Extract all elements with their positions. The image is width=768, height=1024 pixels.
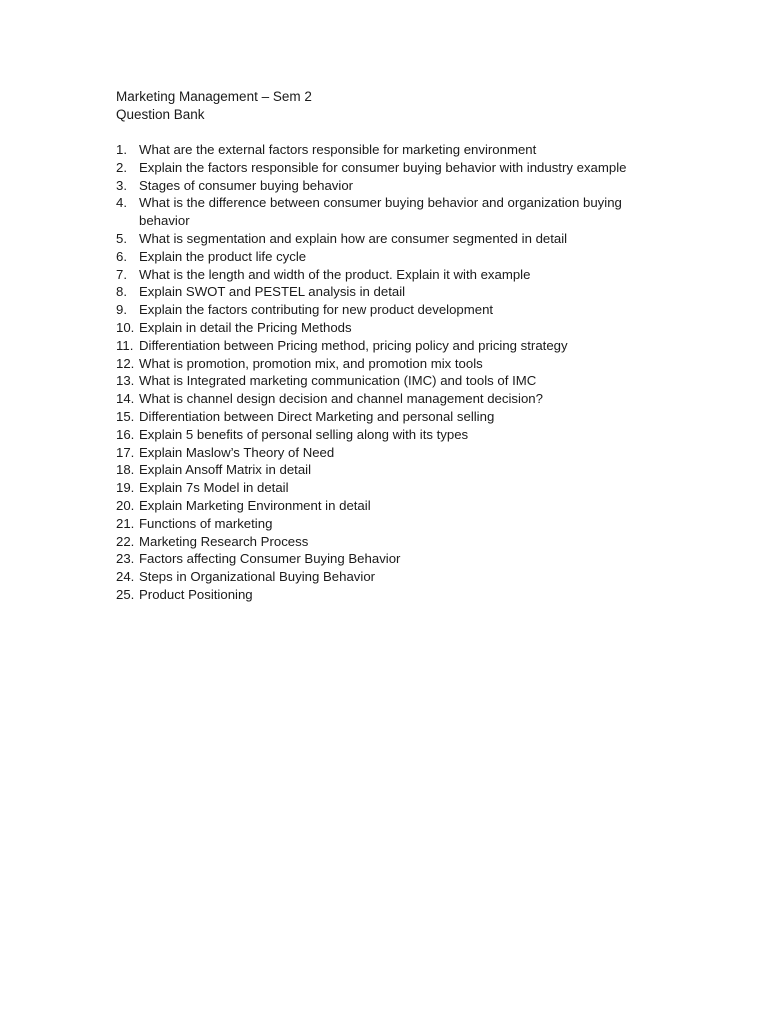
- question-number: 21.: [116, 515, 135, 531]
- question-text: Explain 5 benefits of personal selling along with its types: [139, 426, 469, 442]
- question-item: [116, 266, 676, 284]
- question-text: Differentiation between Direct Marketing and personal selling: [139, 408, 495, 424]
- question-text: Steps in Organizational Buying Behavior: [139, 569, 376, 585]
- question-text: Explain Ansoff Matrix in detail: [139, 462, 312, 478]
- question-text: Differentiation between Pricing method, pricing policy and pricing strategy: [139, 337, 568, 353]
- question-item: [116, 177, 676, 195]
- question-item: [116, 426, 676, 444]
- question-number: 9.: [116, 302, 127, 318]
- question-item: [116, 301, 676, 319]
- question-item: [116, 533, 676, 551]
- question-number: 24.: [116, 569, 135, 585]
- question-number: 25.: [116, 586, 135, 602]
- question-number: 6.: [116, 248, 127, 264]
- question-text: Explain Maslow’s Theory of Need: [139, 444, 335, 460]
- question-text: Explain the factors responsible for consumer buying behavior with industry example: [139, 159, 627, 175]
- question-item: [116, 159, 676, 177]
- question-number: 3.: [116, 177, 127, 193]
- question-number: 14.: [116, 391, 135, 407]
- question-text: What is segmentation and explain how are consumer segmented in detail: [139, 230, 568, 246]
- question-number: 16.: [116, 426, 135, 442]
- question-text: What is Integrated marketing communication (IMC) and tools of IMC: [139, 373, 537, 389]
- question-text: Factors affecting Consumer Buying Behavior: [139, 551, 401, 567]
- question-item: [116, 515, 676, 533]
- question-item: [116, 390, 676, 408]
- question-item: [116, 568, 676, 586]
- question-text: Explain the product life cycle: [139, 248, 307, 264]
- question-number: 12.: [116, 355, 135, 371]
- question-number: 18.: [116, 462, 135, 478]
- question-text: Explain in detail the Pricing Methods: [139, 319, 352, 335]
- question-list: [116, 141, 676, 604]
- question-number: 2.: [116, 159, 127, 175]
- question-text: What are the external factors responsible for marketing environment: [139, 142, 537, 157]
- question-item: [116, 337, 676, 355]
- question-number: 10.: [116, 319, 135, 335]
- question-item: [116, 461, 676, 479]
- question-item: [116, 479, 676, 497]
- question-item: [116, 586, 676, 604]
- question-item: [116, 497, 676, 515]
- question-item: [116, 550, 676, 568]
- document-header: [116, 88, 312, 123]
- question-number: 11.: [116, 337, 134, 353]
- question-item: [116, 248, 676, 266]
- question-item: [116, 372, 676, 390]
- question-item: [116, 141, 676, 159]
- question-item: [116, 444, 676, 462]
- question-item: [116, 319, 676, 337]
- question-number: 7.: [116, 266, 127, 282]
- question-number: 20.: [116, 497, 135, 513]
- document-title: Marketing Management – Sem 2: [116, 89, 312, 104]
- question-item: [116, 408, 676, 426]
- question-number: 22.: [116, 533, 135, 549]
- question-text: What is the difference between consumer buying behavior and organization buying behavior: [139, 195, 622, 229]
- question-text: Functions of marketing: [139, 515, 273, 531]
- question-text: Explain SWOT and PESTEL analysis in detail: [139, 284, 406, 300]
- question-text: Product Positioning: [139, 586, 253, 602]
- question-number: 23.: [116, 551, 135, 567]
- question-number: 1.: [116, 142, 127, 157]
- question-item: [116, 230, 676, 248]
- question-text: Marketing Research Process: [139, 533, 309, 549]
- question-text: What is the length and width of the product. Explain it with example: [139, 266, 531, 282]
- question-number: 4.: [116, 195, 127, 211]
- question-number: 15.: [116, 408, 135, 424]
- question-text: What is promotion, promotion mix, and promotion mix tools: [139, 355, 483, 371]
- question-number: 13.: [116, 373, 135, 389]
- question-text: Stages of consumer buying behavior: [139, 177, 354, 193]
- question-item: [116, 355, 676, 373]
- question-text: Explain Marketing Environment in detail: [139, 497, 371, 513]
- question-text: What is channel design decision and channel management decision?: [139, 391, 543, 407]
- question-text: Explain the factors contributing for new product development: [139, 302, 494, 318]
- question-number: 17.: [116, 444, 135, 460]
- question-number: 8.: [116, 284, 127, 300]
- question-number: 5.: [116, 230, 127, 246]
- question-text: Explain 7s Model in detail: [139, 480, 289, 496]
- question-number: 19.: [116, 480, 135, 496]
- question-item: [116, 194, 676, 230]
- document-subtitle: Question Bank: [116, 106, 205, 122]
- question-item: [116, 283, 676, 301]
